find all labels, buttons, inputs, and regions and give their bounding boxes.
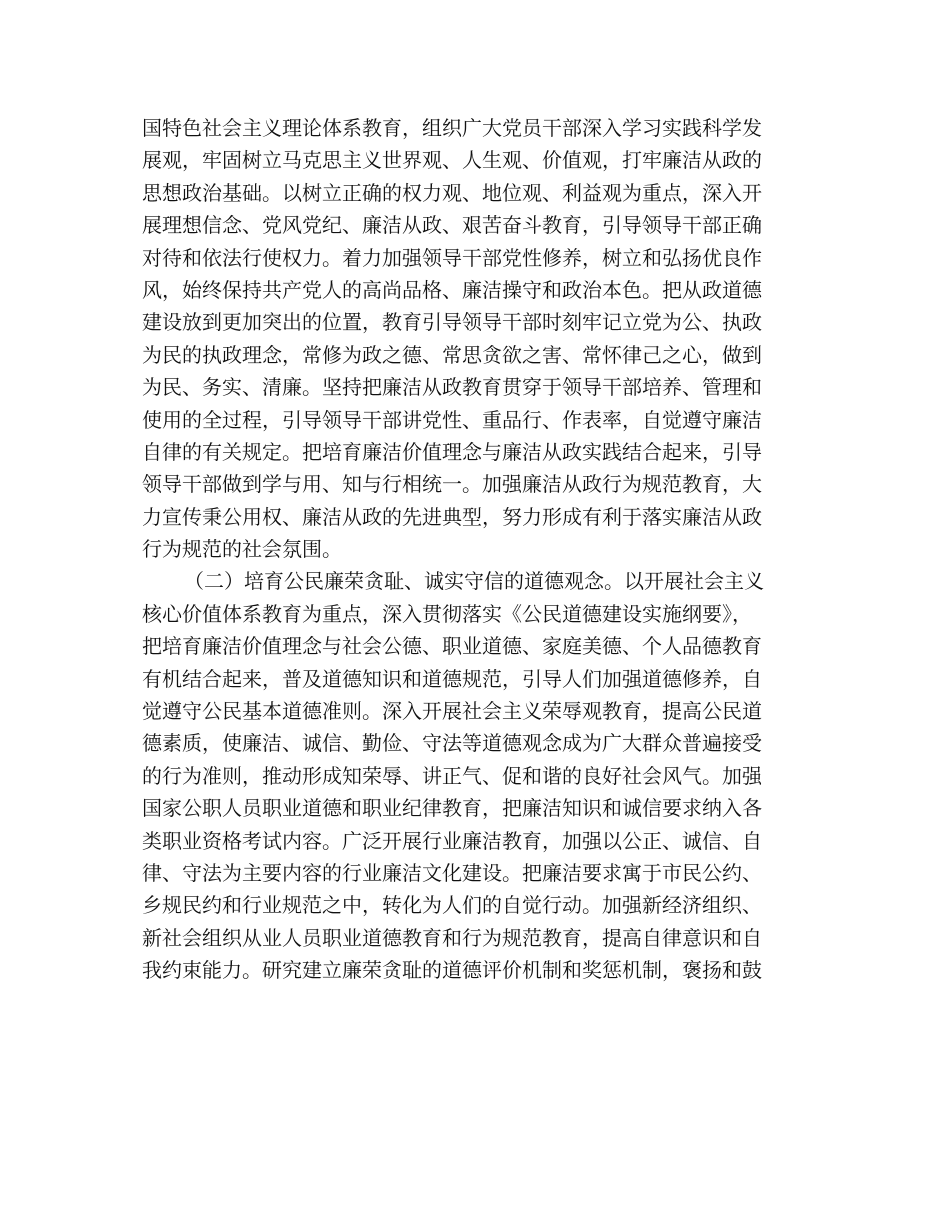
text-line: 的行为准则，推动形成知荣辱、讲正气、促和谐的良好社会风气。加强 [142,763,762,788]
text-line: 建设放到更加突出的位置，教育引导领导干部时刻牢记立党为公、执政 [142,310,762,335]
text-line: 把培育廉洁价值理念与社会公德、职业道德、家庭美德、个人品德教育 [142,634,762,659]
text-line: 德素质，使廉洁、诚信、勤俭、守法等道德观念成为广大群众普遍接受 [142,731,762,756]
text-line: 力宣传秉公用权、廉洁从政的先进典型，努力形成有利于落实廉洁从政 [142,504,762,529]
text-line: 律、守法为主要内容的行业廉洁文化建设。把廉洁要求寓于市民公约、 [142,860,762,885]
section-heading-line: （二）培育公民廉荣贪耻、诚实守信的道德观念。以开展社会主义 [184,569,764,594]
text-line: 觉遵守公民基本道德准则。深入开展社会主义荣辱观教育，提高公民道 [142,699,762,724]
text-line: 乡规民约和行业规范之中，转化为人们的自觉行动。加强新经济组织、 [142,893,762,918]
text-line: 自律的有关规定。把培育廉洁价值理念与廉洁从政实践结合起来，引导 [142,439,762,464]
body-text [142,112,822,987]
text-line: 对待和依法行使权力。着力加强领导干部党性修养，树立和弘扬优良作 [142,245,762,270]
text-line: 我约束能力。研究建立廉荣贪耻的道德评价机制和奖惩机制，褒扬和鼓 [142,958,762,983]
text-line: 为民的执政理念，常修为政之德、常思贪欲之害、常怀律己之心，做到 [142,342,762,367]
text-line: 使用的全过程，引导领导干部讲党性、重品行、作表率，自觉遵守廉洁 [142,407,762,432]
text-line: 核心价值体系教育为重点，深入贯彻落实《公民道德建设实施纲要》， [142,601,752,626]
text-line: 展理想信念、党风党纪、廉洁从政、艰苦奋斗教育，引导领导干部正确 [142,213,762,238]
text-line: 新社会组织从业人员职业道德教育和行为规范教育，提高自律意识和自 [142,925,762,950]
text-line: 国家公职人员职业道德和职业纪律教育，把廉洁知识和诚信要求纳入各 [142,796,762,821]
text-line: 为民、务实、清廉。坚持把廉洁从政教育贯穿于领导干部培养、管理和 [142,375,762,400]
text-line: 有机结合起来，普及道德知识和道德规范，引导人们加强道德修养，自 [142,666,762,691]
text-line: 思想政治基础。以树立正确的权力观、地位观、利益观为重点，深入开 [142,180,762,205]
text-line: 展观，牢固树立马克思主义世界观、人生观、价值观，打牢廉洁从政的 [142,148,762,173]
text-line: 国特色社会主义理论体系教育，组织广大党员干部深入学习实践科学发 [142,116,762,140]
text-line: 类职业资格考试内容。广泛开展行业廉洁教育，加强以公正、诚信、自 [142,828,762,853]
text-line: 领导干部做到学与用、知与行相统一。加强廉洁从政行为规范教育，大 [142,472,762,497]
text-line: 风，始终保持共产党人的高尚品格、廉洁操守和政治本色。把从政道德 [142,277,762,302]
text-line: 行为规范的社会氛围。 [142,537,342,562]
